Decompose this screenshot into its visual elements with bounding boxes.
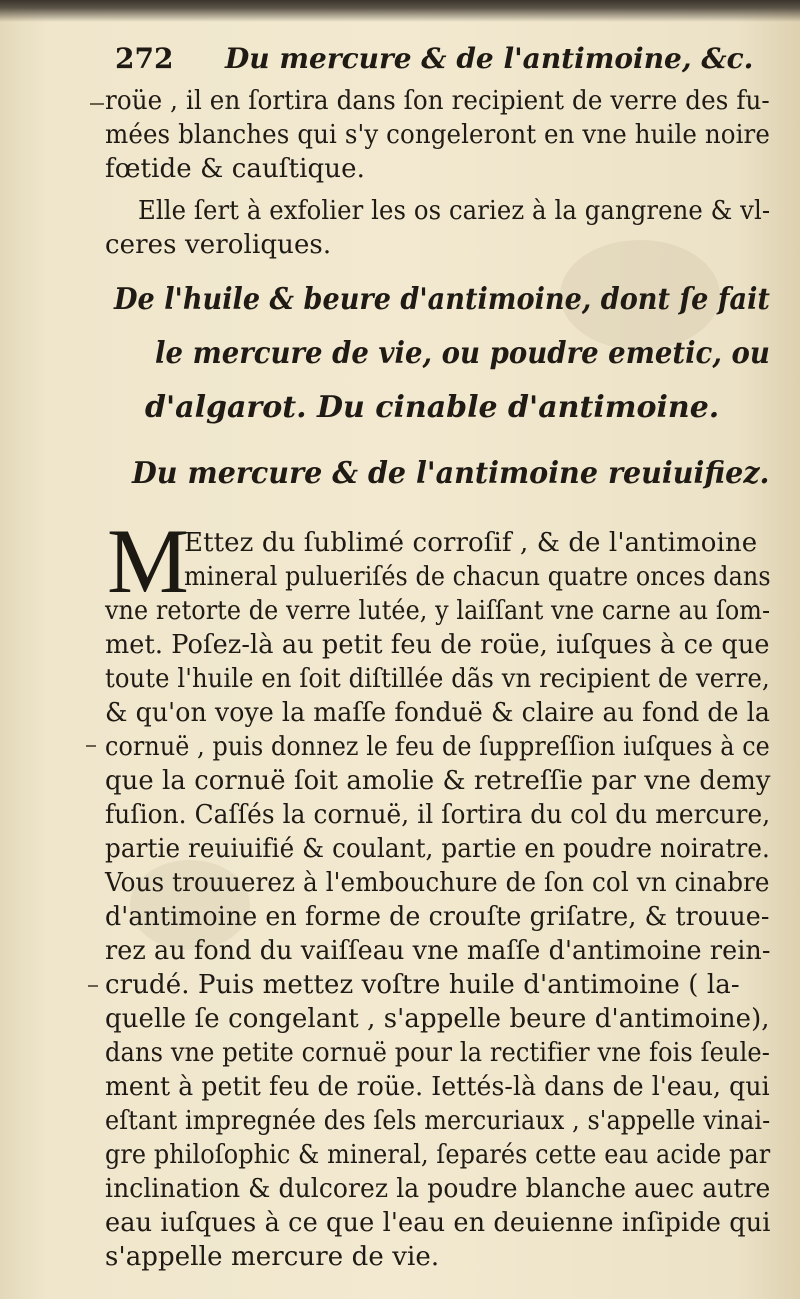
section-heading-line: le mercure de vie, ou poudre emetic, ou: [155, 336, 770, 371]
text-line: d'antimoine en forme de crouſte griſatre, & trouue-: [105, 902, 770, 932]
running-head: [115, 42, 755, 82]
text-line: eau iuſques à ce que l'eau en deuienne inſipide qui: [105, 1208, 771, 1238]
text-line: Ettez du ſublimé corroſif , & de l'antimoine: [184, 528, 758, 558]
text-line: inclination & dulcorez la poudre blanche auec autre: [105, 1174, 771, 1204]
text-line: crudé. Puis mettez voſtre huile d'antimoine ( la-: [105, 970, 740, 1000]
section-heading-line: d'algarot. Du cinable d'antimoine.: [145, 390, 720, 425]
text-line: eſtant impregnée des ſels mercuriaux , s'appelle vinai-: [105, 1106, 771, 1136]
text-line: & qu'on voye la maſſe fonduë & claire au fond de la: [105, 698, 771, 728]
text-line: Vous trouuerez à l'embouchure de ſon col vn cinabre: [105, 868, 770, 898]
margin-mark: [88, 985, 98, 987]
text-line: ceres veroliques.: [105, 230, 332, 260]
text-line: s'appelle mercure de vie.: [105, 1242, 440, 1272]
text-line: que la cornuë ſoit amolie & retreſſie par vne demy: [105, 766, 771, 796]
text-line: quelle ſe congelant , s'appelle beure d'antimoine),: [105, 1004, 770, 1034]
running-title: Du mercure & de l'antimoine, &c.: [225, 42, 754, 75]
text-line: ment à petit feu de roüe. Iettés-là dans de l'eau, qui: [105, 1072, 770, 1102]
text-line: rez au fond du vaiſſeau vne maſſe d'antimoine rein-: [105, 936, 771, 966]
text-line: met. Poſez-là au petit feu de roüe, iuſques à ce que: [105, 630, 770, 660]
drop-cap: M: [107, 510, 189, 612]
text-line: mées blanches qui s'y congeleront en vne huile noire: [105, 120, 770, 150]
text-line: roüe , il en ſortira dans ſon recipient de verre des fu-: [105, 86, 770, 116]
text-line: vne retorte de verre lutée, y laiſſant vne carne au ſom-: [105, 596, 771, 626]
subheading: Du mercure & de l'antimoine reuiuifiez.: [132, 456, 770, 491]
text-line: cornuë , puis donnez le feu de ſuppreſſion iuſques à ce: [105, 732, 770, 762]
text-line: fœtide & cauſtique.: [105, 154, 365, 184]
text-line: mineral pulueriſés de chacun quatre onces dans: [184, 562, 771, 592]
text-line: partie reuiuifié & coulant, partie en poudre noiratre.: [105, 834, 770, 864]
text-line: Elle ſert à exfolier les os cariez à la gangrene & vl-: [138, 196, 771, 226]
margin-mark: [86, 745, 96, 747]
text-line: dans vne petite cornuë pour la rectifier vne fois ſeule-: [105, 1038, 771, 1068]
page-number: 272: [115, 42, 174, 75]
text-line: fuſion. Caſſés la cornuë, il ſortira du col du mercure,: [105, 800, 771, 830]
margin-mark: [90, 103, 104, 105]
text-line: toute l'huile en ſoit diſtillée dãs vn recipient de verre,: [105, 664, 770, 694]
text-line: gre philoſophic & mineral, ſeparés cette eau acide par: [105, 1140, 771, 1170]
page-top-shadow: [0, 0, 800, 22]
section-heading-line: De l'huile & beure d'antimoine, dont ſe fait: [114, 282, 770, 317]
